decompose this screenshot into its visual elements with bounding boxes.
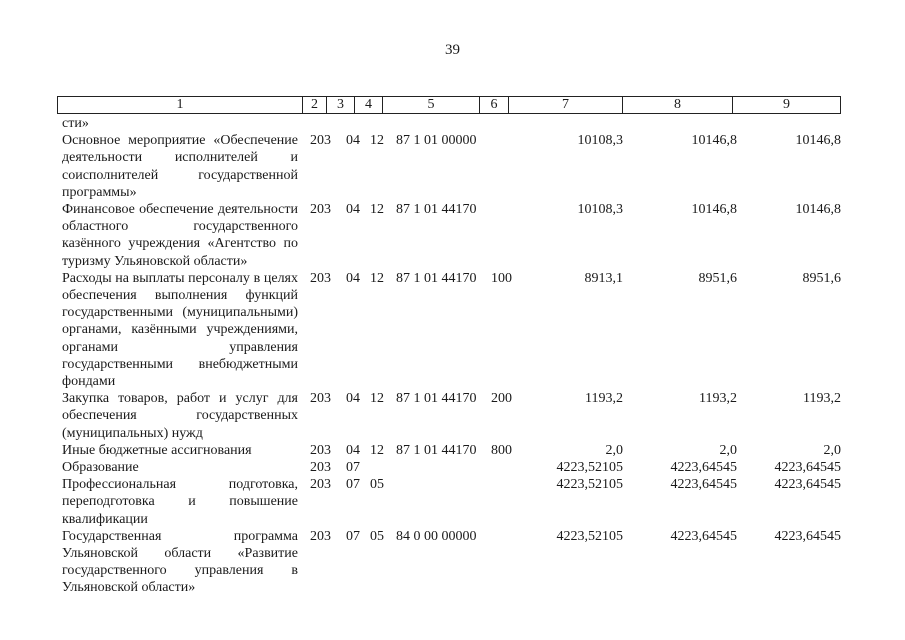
row-subsection: 12 xyxy=(370,202,384,218)
header-row xyxy=(58,97,841,114)
row-name: Профессиональная подготовка, переподготовка и повышение квалификации xyxy=(62,477,298,527)
row-target-article: 87 1 01 44170 xyxy=(396,202,477,218)
row-subsection: 05 xyxy=(370,477,384,493)
row-amount-8: 10146,8 xyxy=(691,202,737,218)
row-amount-8: 4223,64545 xyxy=(670,528,737,544)
row-amount-8: 8951,6 xyxy=(698,270,737,286)
header-cell-2: 2 xyxy=(303,97,327,114)
row-target-article: 87 1 01 00000 xyxy=(396,133,477,149)
row-section: 07 xyxy=(346,460,360,476)
header-cell-8: 8 xyxy=(623,97,733,114)
row-name: Расходы на выплаты персоналу в целях обеспечения выполнения функций государственными (муниципальными) органами, казёнными учреждениями, органами управления государственными внебюджетными фондами xyxy=(62,270,298,390)
row-section: 04 xyxy=(346,133,360,149)
row-name: сти» xyxy=(62,116,89,131)
row-amount-7: 4223,52105 xyxy=(556,460,623,476)
table-row xyxy=(62,201,852,270)
row-target-article: 87 1 01 44170 xyxy=(396,391,477,407)
row-target-article: 84 0 00 00000 xyxy=(396,528,477,544)
row-name: Образование xyxy=(62,460,139,476)
header-cell-4: 4 xyxy=(355,97,383,114)
row-subsection: 12 xyxy=(370,133,384,149)
table-row xyxy=(62,442,852,459)
row-amount-9: 4223,64545 xyxy=(774,528,841,544)
table-row xyxy=(62,476,852,528)
row-code: 203 xyxy=(310,270,331,286)
header-cell-9: 9 xyxy=(733,97,841,114)
row-section: 07 xyxy=(346,477,360,493)
row-amount-9: 2,0 xyxy=(823,442,841,458)
row-amount-9: 4223,64545 xyxy=(774,477,841,493)
row-amount-7: 10108,3 xyxy=(577,202,623,218)
row-amount-8: 4223,64545 xyxy=(670,460,737,476)
row-code: 203 xyxy=(310,528,331,544)
row-name: Финансовое обеспечение деятельности областного государственного казённого учреждения «Агентство по туризму Ульяновской области» xyxy=(62,202,298,269)
header-cell-5: 5 xyxy=(383,97,480,114)
row-amount-8: 1193,2 xyxy=(699,391,737,407)
row-target-article: 87 1 01 44170 xyxy=(396,270,477,286)
row-amount-7: 2,0 xyxy=(605,442,623,458)
row-code: 203 xyxy=(310,133,331,149)
row-code: 203 xyxy=(310,202,331,218)
header-cell-3: 3 xyxy=(327,97,355,114)
row-amount-8: 10146,8 xyxy=(691,133,737,149)
row-amount-7: 10108,3 xyxy=(577,133,623,149)
table-row xyxy=(62,132,852,201)
row-amount-7: 4223,52105 xyxy=(556,477,623,493)
row-name: Основное мероприятие «Обеспечение деятельности исполнителей и соисполнителей государственной программы» xyxy=(62,133,298,200)
row-amount-8: 2,0 xyxy=(719,442,737,458)
row-expense-type: 800 xyxy=(491,442,512,458)
row-code: 203 xyxy=(310,391,331,407)
row-expense-type: 100 xyxy=(491,270,512,286)
row-section: 07 xyxy=(346,528,360,544)
table-row xyxy=(62,528,852,597)
row-amount-7: 8913,1 xyxy=(584,270,623,286)
row-amount-9: 10146,8 xyxy=(795,133,841,149)
row-code: 203 xyxy=(310,477,331,493)
row-expense-type: 200 xyxy=(491,391,512,407)
row-amount-9: 1193,2 xyxy=(803,391,841,407)
row-code: 203 xyxy=(310,442,331,458)
row-amount-7: 1193,2 xyxy=(585,391,623,407)
row-amount-8: 4223,64545 xyxy=(670,477,737,493)
row-amount-9: 8951,6 xyxy=(802,270,841,286)
row-amount-7: 4223,52105 xyxy=(556,528,623,544)
row-name: Государственная программа Ульяновской области «Развитие государственного управления в Ульяновской области» xyxy=(62,528,298,596)
row-name: Иные бюджетные ассигнования xyxy=(62,442,252,458)
row-section: 04 xyxy=(346,202,360,218)
row-section: 04 xyxy=(346,391,360,407)
budget-table-body xyxy=(62,115,852,597)
table-row xyxy=(62,270,852,390)
header-cell-6: 6 xyxy=(480,97,509,114)
row-subsection: 12 xyxy=(370,442,384,458)
header-cell-7: 7 xyxy=(509,97,623,114)
column-number-header xyxy=(57,96,841,114)
header-cell-1: 1 xyxy=(58,97,303,114)
row-subsection: 12 xyxy=(370,270,384,286)
table-row xyxy=(62,390,852,442)
row-section: 04 xyxy=(346,270,360,286)
table-row xyxy=(62,459,852,476)
row-target-article: 87 1 01 44170 xyxy=(396,442,477,458)
row-subsection: 05 xyxy=(370,528,384,544)
table-row xyxy=(62,115,852,132)
page-number: 39 xyxy=(445,42,460,58)
row-amount-9: 10146,8 xyxy=(795,202,841,218)
row-name: Закупка товаров, работ и услуг для обеспечения государственных (муниципальных) нужд xyxy=(62,391,298,441)
row-section: 04 xyxy=(346,442,360,458)
row-amount-9: 4223,64545 xyxy=(774,460,841,476)
row-code: 203 xyxy=(310,460,331,476)
row-subsection: 12 xyxy=(370,391,384,407)
